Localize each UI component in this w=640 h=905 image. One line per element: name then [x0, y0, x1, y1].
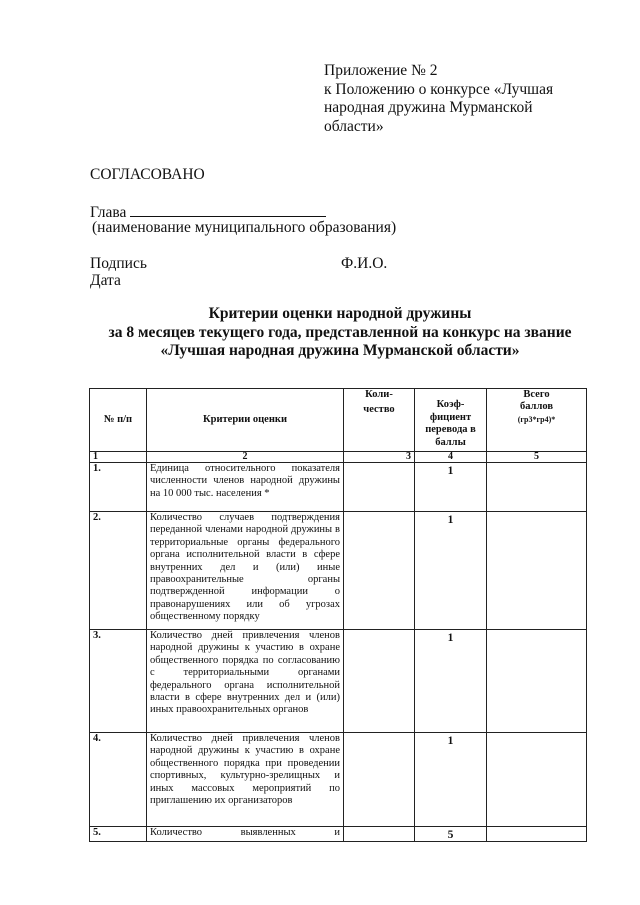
header-total-line: баллов — [519, 401, 554, 413]
row-number: 2. — [90, 512, 147, 630]
row-criterion: Количество выявленных и — [147, 827, 344, 842]
head-fill-line — [130, 202, 326, 217]
row-criterion: Единица относительного показателя численности членов народной дружины на 10 000 тыс. населения * — [147, 463, 344, 512]
approved-label: СОГЛАСОВАНО — [90, 166, 205, 183]
row-quantity — [344, 733, 415, 827]
header-coef-line: Коэф- — [436, 399, 465, 411]
row-quantity — [344, 827, 415, 842]
column-number: 5 — [487, 452, 587, 463]
column-number: 4 — [415, 452, 487, 463]
header-coefficient — [415, 389, 487, 452]
header-quantity-line: чество — [363, 404, 395, 416]
header-coef-line: перевода в — [425, 424, 476, 436]
row-number: 4. — [90, 733, 147, 827]
column-number-row — [90, 452, 587, 463]
table-row — [90, 463, 587, 512]
head-label: Глава — [90, 204, 127, 221]
appendix-line: области» — [324, 117, 384, 135]
table-row — [90, 630, 587, 733]
row-number: 3. — [90, 630, 147, 733]
row-total — [487, 733, 587, 827]
header-quantity-line: Коли- — [365, 389, 393, 400]
appendix-line: Приложение № 2 — [324, 62, 438, 79]
row-criterion: Количество дней привлечения членов народной дружины к участию в охране общественного порядка при проведении спортивных, культурно-зрелищных и иных массовых мероприятий по приглашению их организаторов — [147, 733, 344, 827]
date-label: Дата — [90, 272, 121, 289]
row-quantity — [344, 463, 415, 512]
row-coefficient: 5 — [415, 827, 487, 842]
title-line: за 8 месяцев текущего года, представленной на конкурс на звание — [108, 323, 572, 341]
column-number: 1 — [90, 452, 147, 463]
row-criterion: Количество дней привлечения членов народной дружины к участию в охране общественного порядка по согласованию с территориальными органами федерального органа исполнительной власти в сфере внутренних дел и (или) иных правоохранительных органов — [147, 630, 344, 733]
fio-label: Ф.И.О. — [341, 255, 388, 272]
row-number: 1. — [90, 463, 147, 512]
row-coefficient: 1 — [415, 733, 487, 827]
row-criterion: Количество случаев подтверждения переданной членами народной дружины в территориальные органы федерального органа исполнительной власти в сфере внутренних дел и (или) иные правоохранительные органы подтвержденной информации о правонарушениях или об угрозах общественному порядку — [147, 512, 344, 630]
header-coef-line: фициент — [429, 411, 472, 423]
row-total — [487, 630, 587, 733]
appendix-block — [324, 62, 604, 136]
appendix-line: к Положению о конкурсе «Лучшая — [324, 80, 554, 98]
column-number: 3 — [344, 452, 415, 463]
header-criteria: Критерии оценки — [147, 389, 344, 452]
row-total — [487, 827, 587, 842]
row-number: 5. — [90, 827, 147, 842]
appendix-line: народная дружина Мурманской — [324, 99, 533, 116]
table-row — [90, 733, 587, 827]
table-row — [90, 512, 587, 630]
row-quantity — [344, 512, 415, 630]
header-coef-line: баллы — [435, 436, 466, 448]
header-total-line: (гр3*гр4)* — [517, 414, 556, 424]
row-quantity — [344, 630, 415, 733]
header-num: № п/п — [90, 389, 147, 452]
header-row — [90, 389, 587, 452]
header-total-line: Всего — [523, 389, 550, 400]
municipal-note: (наименование муниципального образования) — [92, 219, 397, 236]
row-total — [487, 463, 587, 512]
document-title — [90, 305, 590, 361]
criteria-table — [89, 388, 587, 842]
column-number: 2 — [147, 452, 344, 463]
row-coefficient: 1 — [415, 630, 487, 733]
title-line: «Лучшая народная дружина Мурманской области» — [160, 342, 520, 359]
table-row — [90, 827, 587, 842]
row-total — [487, 512, 587, 630]
title-line: Критерии оценки народной дружины — [208, 305, 472, 322]
signature-label: Подпись — [90, 255, 147, 272]
header-total — [487, 389, 587, 452]
header-quantity — [344, 389, 415, 452]
row-coefficient: 1 — [415, 463, 487, 512]
row-coefficient: 1 — [415, 512, 487, 630]
